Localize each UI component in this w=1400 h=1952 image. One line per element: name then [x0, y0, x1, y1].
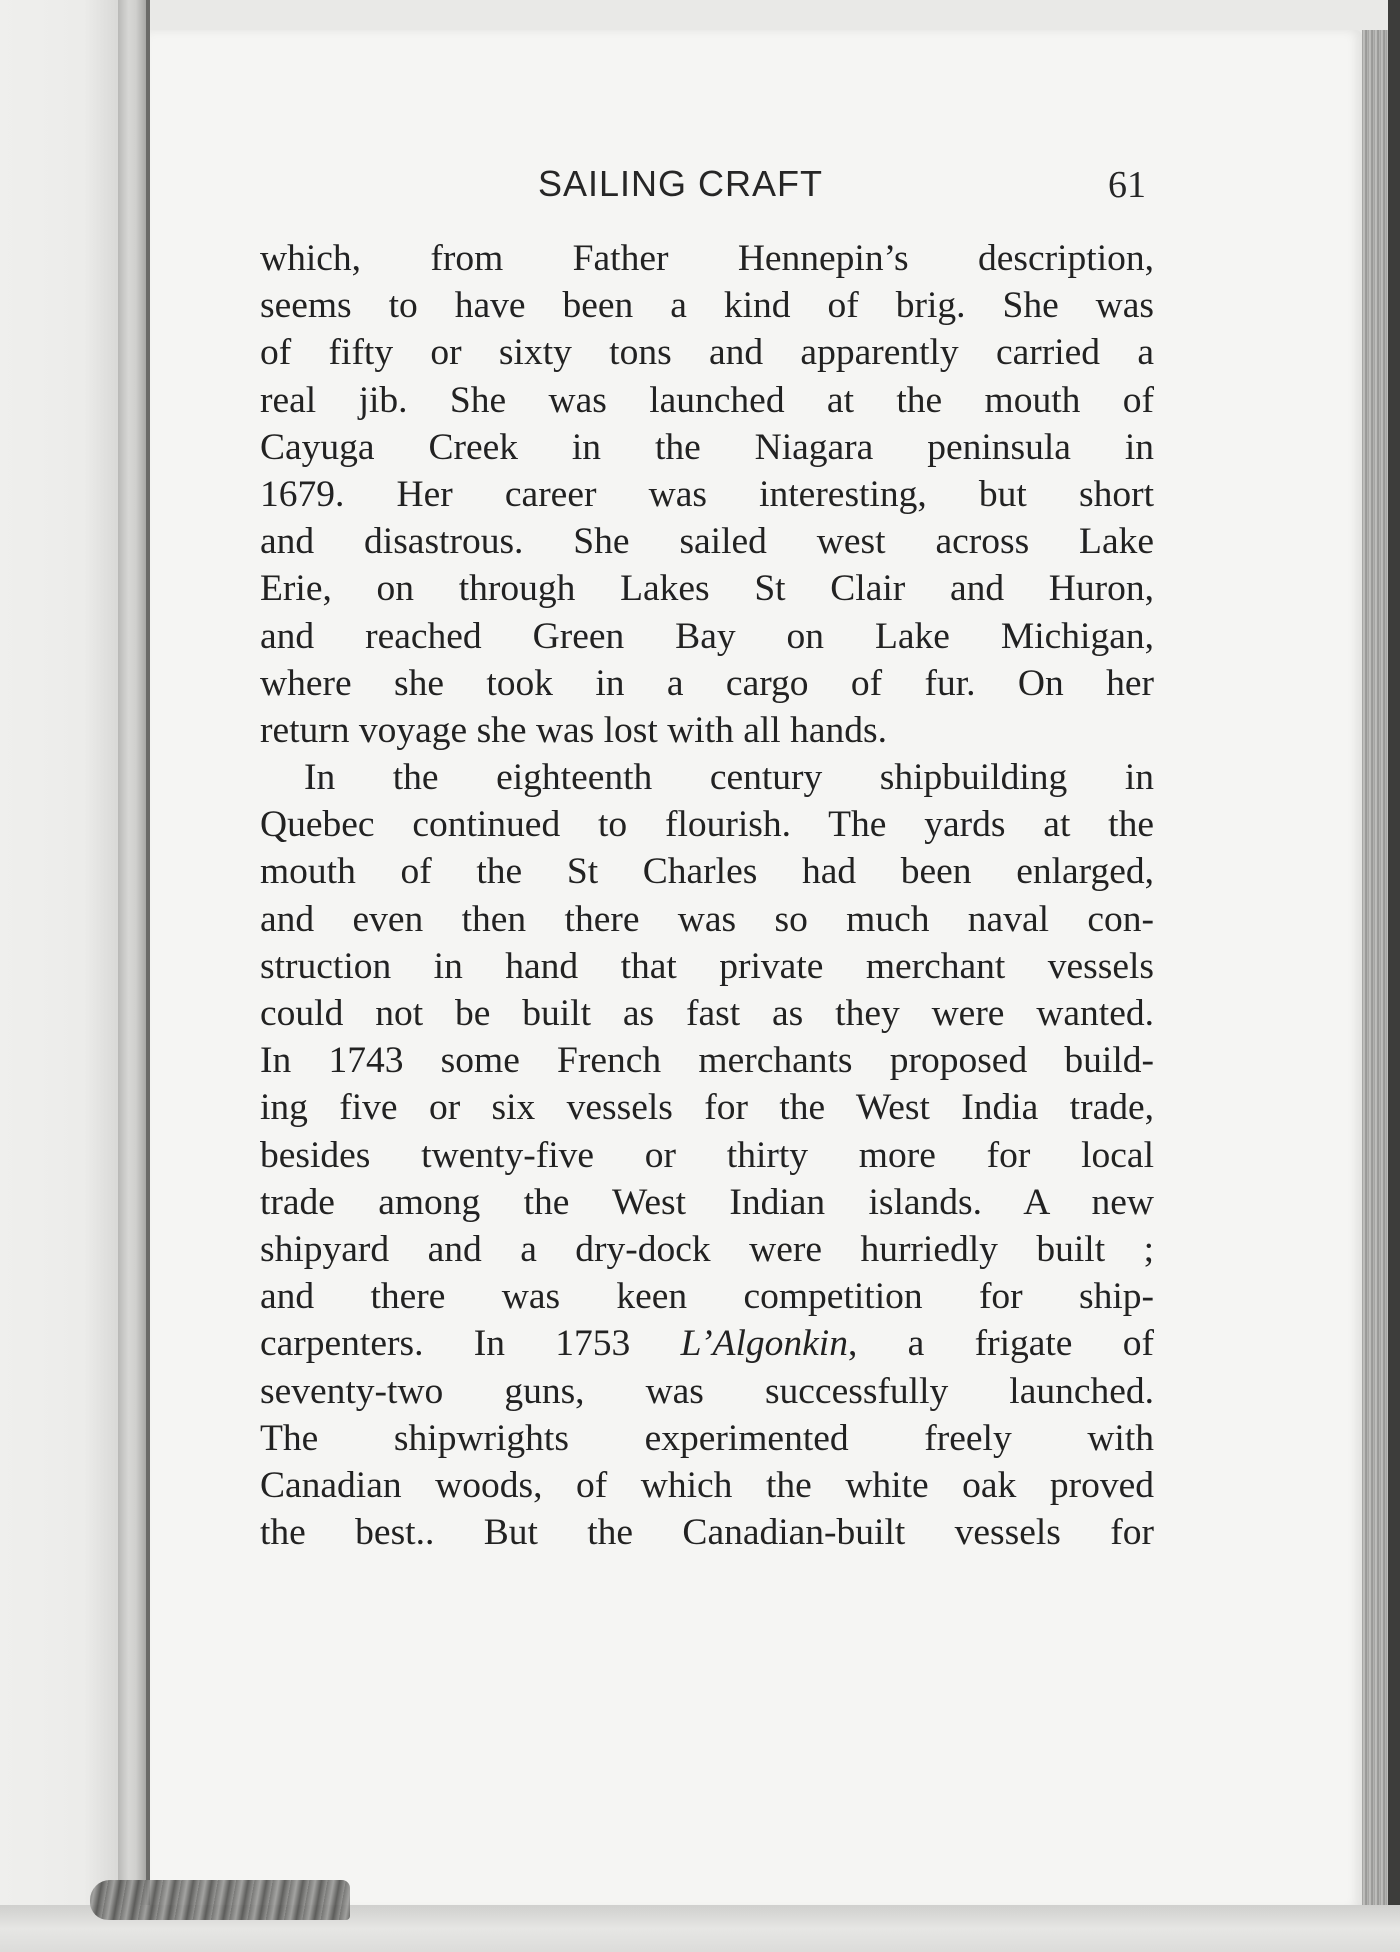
text-line-with-italic — [260, 1320, 1154, 1367]
book-cover-edge — [1388, 0, 1400, 1952]
text-line: real jib. She was launched at the mouth of — [260, 379, 1154, 421]
facing-page-margin — [0, 0, 120, 1952]
text-line: and disastrous. She sailed west across Lake — [260, 521, 1154, 563]
text-line: return voyage she was lost with all hands. — [260, 709, 887, 751]
text-line: could not be built as fast as they were wanted. — [260, 993, 1154, 1034]
text-line: Erie, on through Lakes St Clair and Huron, — [260, 568, 1154, 610]
text-line: Canadian woods, of which the white oak proved — [260, 1464, 1154, 1506]
text-line: ing five or six vessels for the West India trade, — [260, 1087, 1154, 1129]
text-line: 1679. Her career was interesting, but short — [260, 473, 1154, 515]
text-line: which, from Father Hennepin’s description, — [260, 238, 1154, 279]
text-line: seems to have been a kind of brig. She was — [260, 285, 1154, 327]
page-number: 61 — [1108, 164, 1146, 206]
text-line: Quebec continued to flourish. The yards at the — [260, 804, 1154, 846]
bookmark-ribbon — [90, 1880, 350, 1920]
text-line: struction in hand that private merchant vessels — [260, 945, 1154, 987]
text-line: seventy-two guns, was successfully launched. — [260, 1370, 1154, 1412]
text-line: In 1743 some French merchants proposed build- — [260, 1040, 1154, 1082]
paragraph-1 — [260, 235, 1154, 754]
text-line: mouth of the St Charles had been enlarged, — [260, 851, 1154, 893]
text-line: and there was keen competition for ship- — [260, 1276, 1154, 1318]
text-line: trade among the West Indian islands. A new — [260, 1181, 1154, 1223]
text-line: and even then there was so much naval con- — [260, 898, 1154, 940]
text-line: of fifty or sixty tons and apparently carried a — [260, 332, 1154, 374]
text-fragment: carpenters. In 1753 — [260, 1323, 681, 1365]
text-line: In the eighteenth century shipbuilding in — [304, 757, 1154, 799]
text-line: shipyard and a dry-dock were hurriedly built ; — [260, 1228, 1154, 1270]
text-fragment: , a frigate of — [847, 1323, 1154, 1365]
text-line: The shipwrights experimented freely with — [260, 1417, 1154, 1459]
text-line: besides twenty-five or thirty more for local — [260, 1134, 1154, 1176]
body-text — [260, 235, 1154, 1556]
running-head: SAILING CRAFT — [538, 163, 824, 204]
text-line: the best.. But the Canadian-built vessels for — [260, 1512, 1154, 1554]
ship-name-italic: L’Algonkin — [680, 1323, 848, 1365]
book-gutter — [118, 0, 148, 1952]
page-header — [260, 163, 1154, 213]
text-line: where she took in a cargo of fur. On her — [260, 662, 1154, 704]
text-line: Cayuga Creek in the Niagara peninsula in — [260, 426, 1154, 468]
text-line: and reached Green Bay on Lake Michigan, — [260, 615, 1154, 657]
paragraph-2 — [260, 754, 1154, 1556]
